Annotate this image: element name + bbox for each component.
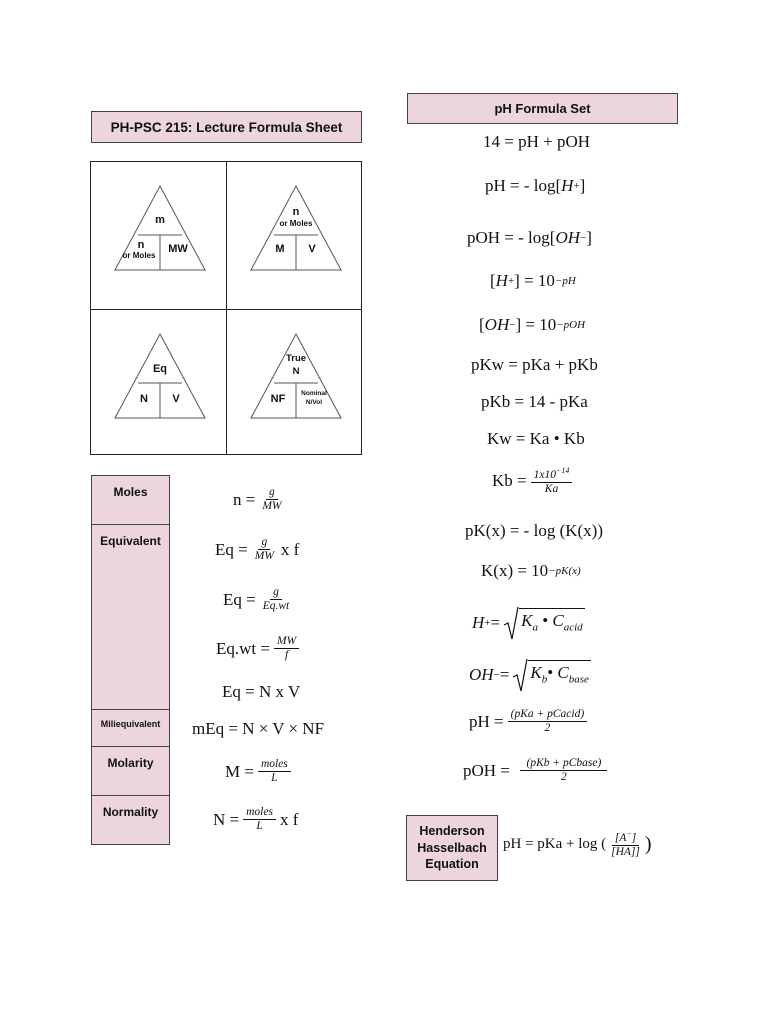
formula-eq-nv: Eq = N x V — [222, 682, 301, 701]
label-miliequivalent: Miliequivalent — [91, 709, 170, 747]
triangle-2-top-sub: or Moles — [279, 219, 313, 228]
formula-triangle-grid — [90, 161, 362, 455]
fraction-denominator: 2 — [544, 722, 551, 735]
kb-fraction — [531, 466, 573, 496]
kb-num-base: 1x10 — [533, 468, 556, 481]
formula-eq2-fraction — [260, 586, 293, 613]
triangle-2-left: M — [275, 243, 285, 255]
label-moles: Moles — [91, 475, 170, 525]
formula-kx — [481, 561, 581, 581]
formula-h-sqrt — [472, 603, 585, 643]
formula-h-concentration — [490, 271, 576, 291]
formula-moles-fraction — [259, 486, 284, 513]
formula-pkb: pKb = 14 - pKa — [481, 392, 588, 411]
formula-ph-definition — [485, 176, 585, 196]
label-normality: Normality — [91, 795, 170, 845]
hh-rhs: ) — [644, 832, 652, 855]
formula-moles — [233, 486, 285, 513]
hh-label-lines — [417, 823, 486, 874]
oh-conc-rhs: ] = 10 — [515, 315, 557, 334]
henderson-hasselbach-label — [406, 815, 498, 881]
ph-def-var: H — [561, 176, 574, 195]
fraction-denominator: f — [284, 649, 289, 662]
triangle-1-left: n — [137, 239, 145, 251]
poh-weak-lhs: pOH = — [463, 760, 510, 780]
kx-lhs: K(x) = 10 — [481, 561, 549, 580]
sqrt-sign-icon — [512, 657, 528, 693]
triangle-3-right: V — [172, 393, 180, 405]
formula-equivalent-eqwt — [223, 586, 292, 613]
formula-poh-weak-base — [463, 757, 614, 784]
oh-conc-var: OH — [484, 315, 510, 334]
fraction-denominator: MW — [262, 500, 282, 513]
triangle-1-right: MW — [168, 243, 188, 255]
kx-exp: −pK(x) — [548, 565, 581, 577]
formula-n-rhs: x f — [279, 809, 299, 829]
formula-molarity — [225, 758, 291, 785]
formula-eq2-lhs: Eq = — [223, 589, 256, 609]
ph-def-lhs: pH = - log[ — [485, 176, 562, 195]
triangle-4-top-n: N — [292, 366, 300, 377]
triangle-4-left: NF — [270, 393, 286, 405]
hh-num-end: ] — [631, 831, 637, 844]
formula-milliequivalent: mEq = N × V × NF — [192, 719, 325, 738]
h-sqrt-c: C — [552, 611, 564, 631]
fraction-denominator: [HA]] — [611, 846, 640, 859]
oh-sqrt-dot: • — [547, 663, 558, 683]
formula-equivalent-weight — [216, 635, 299, 662]
formula-henderson-hasselbach — [503, 829, 652, 859]
fraction-numerator — [531, 466, 573, 483]
triangle-1-left-sub: or Moles — [122, 251, 156, 260]
formula-eq1-fraction — [252, 536, 277, 563]
hh-lhs: pH = pKa + log ( — [503, 835, 607, 852]
grid-divider-horizontal — [91, 309, 361, 310]
triangle-3-top: Eq — [152, 363, 168, 375]
h-sqrt-var: H — [472, 613, 485, 632]
hh-num: [A — [614, 831, 627, 844]
poh-def-lhs: pOH = - log[ — [467, 228, 556, 247]
oh-conc-sup: − — [509, 319, 516, 331]
sqrt-sign-icon — [503, 605, 519, 641]
oh-sqrt-k: K — [530, 663, 542, 683]
formula-equivalent-f — [215, 536, 299, 563]
formula-poh-definition — [467, 228, 592, 248]
formula-n-fraction — [243, 806, 276, 833]
h-sqrt-k-sub: a — [532, 621, 538, 634]
hh-num-sup: − — [626, 829, 632, 838]
oh-sqrt-c-sub: base — [568, 673, 589, 686]
fraction-denominator: Eq.wt — [262, 600, 290, 613]
label-equivalent: Equivalent — [91, 524, 170, 710]
formula-kw: Kw = Ka • Kb — [487, 429, 585, 448]
formula-m-lhs: M = — [225, 761, 254, 781]
fraction-denominator: MW — [254, 550, 274, 563]
sheet-title: PH-PSC 215: Lecture Formula Sheet — [91, 111, 362, 143]
triangle-mass-moles-mw — [113, 184, 207, 272]
fraction-numerator: MW — [274, 635, 299, 649]
ph-def-sup: + — [573, 180, 580, 192]
formula-kb — [492, 466, 572, 496]
hh-fraction — [608, 829, 643, 859]
fraction-denominator: 2 — [561, 771, 567, 784]
oh-sqrt-radicand — [528, 660, 591, 685]
formula-eqwt-fraction — [274, 635, 299, 662]
h-conc-var: H — [495, 271, 508, 290]
oh-conc-open: [ — [479, 315, 485, 334]
oh-sqrt-k-sub: b — [541, 673, 548, 686]
hh-label-line-3: Equation — [425, 857, 479, 872]
h-sqrt-dot: • — [537, 611, 553, 631]
h-sqrt-eq: = — [490, 613, 501, 632]
fraction-numerator — [612, 829, 639, 846]
poh-def-sup: − — [580, 232, 587, 244]
formula-eqwt-lhs: Eq.wt = — [216, 638, 270, 658]
poh-weak-fraction — [514, 757, 614, 784]
kb-lhs: Kb = — [492, 471, 527, 491]
oh-sqrt-var: OH — [469, 665, 494, 684]
triangle-eq-normality-volume — [113, 332, 207, 420]
formula-pkx: pK(x) = - log (K(x)) — [465, 521, 603, 540]
triangle-1-top: m — [155, 214, 165, 226]
h-conc-open: [ — [490, 271, 496, 290]
h-conc-sup: + — [507, 275, 515, 287]
oh-conc-exp: −pOH — [556, 319, 586, 331]
triangle-true-normality — [249, 332, 343, 420]
triangle-4-top: True — [285, 353, 307, 364]
triangle-4-right-sub: N/Vol — [305, 399, 323, 406]
fraction-denominator: L — [256, 820, 263, 833]
fraction-numerator: g — [266, 486, 278, 500]
hh-label-line-2: Hasselbach — [417, 840, 487, 855]
triangle-2-top: n — [292, 206, 300, 218]
poh-def-var: OH — [555, 228, 580, 247]
formula-eq1-lhs: Eq = — [215, 539, 248, 559]
oh-sqrt-c: C — [557, 663, 569, 683]
ph-weak-lhs: pH = — [469, 711, 504, 731]
label-molarity: Molarity — [91, 746, 170, 796]
poh-def-end: ] — [586, 228, 592, 247]
triangle-4-right: Nominal — [301, 390, 327, 397]
formula-n-lhs: N = — [213, 809, 240, 829]
triangle-3-left: N — [140, 393, 148, 405]
h-conc-rhs: ] = 10 — [514, 271, 555, 290]
kb-num-exp: −14 — [555, 466, 570, 475]
formula-normality — [213, 806, 298, 833]
triangle-moles-molarity-volume — [249, 184, 343, 272]
formula-ph-weak-acid — [469, 708, 587, 735]
fraction-numerator: (pKa + pCacid) — [508, 708, 588, 722]
fraction-denominator: L — [271, 772, 278, 785]
formula-pkw: pKw = pKa + pKb — [471, 355, 598, 374]
hh-label-line-1: Henderson — [419, 823, 485, 838]
fraction-denominator: Ka — [544, 483, 559, 496]
ph-weak-fraction — [508, 708, 588, 735]
formula-oh-concentration — [479, 315, 585, 335]
h-conc-exp: −pH — [554, 275, 576, 287]
fraction-numerator: g — [258, 536, 270, 550]
ph-formula-set-title: pH Formula Set — [407, 93, 678, 124]
fraction-numerator: (pKb + pCbase) — [520, 757, 607, 771]
grid-divider-vertical — [226, 162, 227, 454]
fraction-numerator: moles — [243, 806, 276, 820]
fraction-numerator: g — [270, 586, 282, 600]
formula-eq1-rhs: x f — [280, 539, 300, 559]
h-sqrt-c-sub: acid — [563, 621, 583, 634]
oh-sqrt-eq: = — [499, 665, 510, 684]
formula-oh-sqrt — [469, 655, 591, 695]
h-sqrt-radicand — [519, 608, 585, 633]
oh-sqrt-sup: − — [493, 669, 500, 681]
h-sqrt-k: K — [521, 611, 533, 631]
triangle-2-right: V — [308, 243, 316, 255]
h-sqrt-sup: + — [484, 617, 491, 629]
ph-def-end: ] — [579, 176, 586, 195]
formula-m-fraction — [258, 758, 291, 785]
formula-ph-poh-sum: 14 = pH + pOH — [483, 132, 591, 151]
formula-moles-lhs: n = — [233, 489, 256, 509]
fraction-numerator: moles — [258, 758, 291, 772]
